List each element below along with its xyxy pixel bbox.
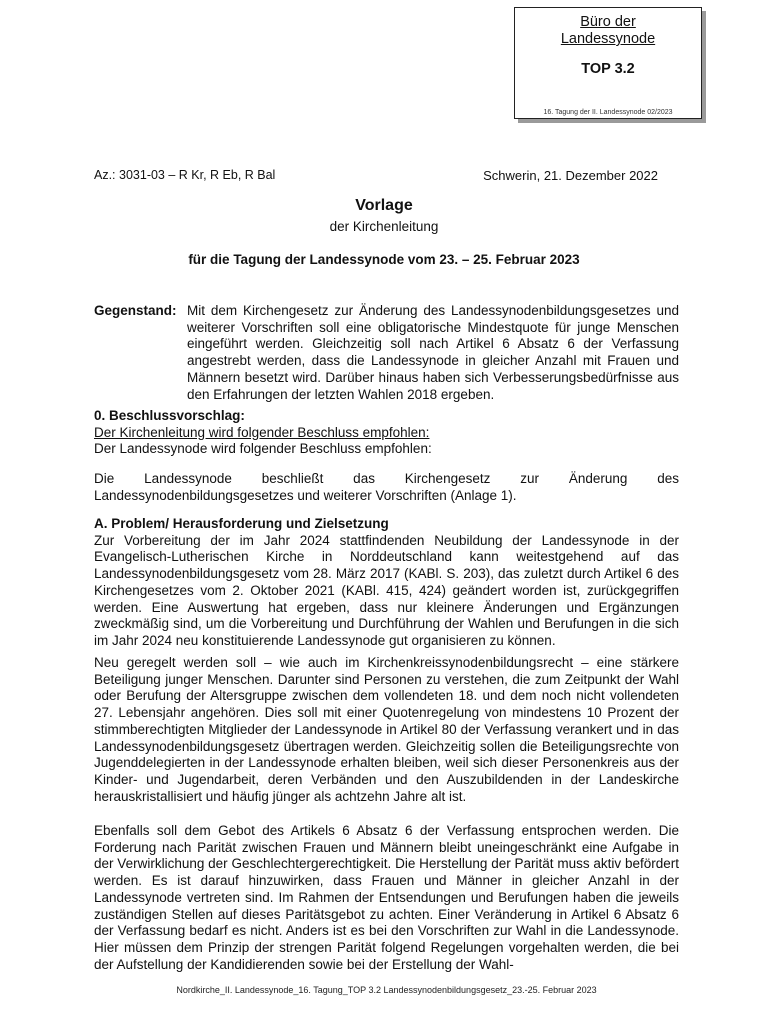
stamp-top-number: TOP 3.2 <box>581 61 635 77</box>
section-a-paragraph-3: Ebenfalls soll dem Gebot des Artikels 6 Absatz 6 der Verfassung entsprochen werden. Die Forderung nach Parität zwischen Frauen und Männern bleibt uneingeschränkt eine Aufgabe in der Verwirklichung der Geschlechtergerechtigkeit. Die Herstellung der Parität muss aktiv befördert werden. Es ist darauf hinzuwirken, dass Frauen und Männer in gleicher Anzahl in der Landessynode vertreten sind. Im Rahmen der Entsendungen und Berufungen haben die jeweils zuständigen Stellen auf dieses Paritätsgebot zu achten. Einer Veränderung in Artikel 6 Absatz 6 der Verfassung bedarf es nicht. Anders ist es bei den Vorschriften zur Wahl in die Landessynode. Hier müssen dem Prinzip der strengen Parität folgend Regelungen vorgehalten werden, die bei der Aufstellung der Kandidierenden sowie bei der Erstellung der Wahl- <box>94 823 679 972</box>
section-a-heading: A. Problem/ Herausforderung und Zielsetzung <box>94 516 389 531</box>
stamp-office-line2: Landessynode <box>560 31 656 47</box>
section-a-paragraph-1: Zur Vorbereitung der im Jahr 2024 stattfindenden Neubildung der Landessynode in der Evangelisch-Lutherischen Kirche in Norddeutschland kann weitestgehend auf das Landessynodenbildungsgesetz vom 28. März 2017 (KABl. S. 203), das zuletzt durch Artikel 6 des Kirchengesetzes vom 2. Oktober 2021 (KABl. 415, 424) geändert worden ist, zurückgegriffen werden. Eine Auswertung hat ergeben, dass nur kleinere Änderungen und Ergänzungen zweckmäßig sind, um die Vorbereitung und Durchführung der Wahlen und Berufungen in die sich im Jahr 2024 neu konstituierende Landessynode gut organisieren zu können. <box>94 532 679 648</box>
document-subtitle: der Kirchenleitung <box>329 219 439 234</box>
session-heading: für die Tagung der Landessynode vom 23. – 25. Februar 2023 <box>188 252 580 267</box>
office-stamp-box <box>514 7 702 119</box>
subject-label: Gegenstand: <box>94 303 177 318</box>
page-footer: Nordkirche_II. Landessynode_16. Tagung_TOP 3.2 Landessynodenbildungsgesetz_23.-25. Februar 2023 <box>176 985 597 995</box>
resolution-line: Der Landessynode wird folgender Beschluss empfohlen: <box>94 441 432 457</box>
resolution-text: Die Landessynode beschließt das Kirchengesetz zur Änderung des Landessynodenbildungsgesetzes und weiterer Vorschriften (Anlage 1). <box>94 471 679 503</box>
resolution-section <box>94 408 679 458</box>
document-date: Schwerin, 21. Dezember 2022 <box>483 168 658 183</box>
section-a <box>94 516 679 650</box>
document-title: Vorlage <box>355 197 413 214</box>
resolution-struck-line: Der Kirchenleitung wird folgender Beschluss empfohlen: <box>94 424 430 440</box>
resolution-heading: 0. Beschlussvorschlag: <box>94 408 245 423</box>
section-a-paragraph-2: Neu geregelt werden soll – wie auch im Kirchenkreissynodenbildungsrecht – eine stärkere Beteiligung junger Menschen. Darunter sind Personen zu verstehen, die zum Zeitpunkt der Wahl oder Berufung der Altersgruppe zwischen dem vollendeten 18. und dem noch nicht vollendeten 27. Lebensjahr angehören. Dies soll mit einer Quotenregelung von mindestens 10 Prozent der stimmberechtigten Mitglieder der Landessynode in Artikel 80 der Verfassung verankert und in das Landessynodenbildungsgesetz übertragen werden. Gleichzeitig sollen die Beteiligungsrechte von Jugenddelegierten in der Landessynode erhalten bleiben, weil sich dieser Personenkreis aus der Kinder- und Jugendarbeit, deren Verbänden und den Auszubildenden in der Landeskirche herauskristallisiert und häufig jünger als achtzehn Jahre alt ist. <box>94 655 679 804</box>
reference-number: Az.: 3031-03 – R Kr, R Eb, R Bal <box>94 168 276 182</box>
subject-block <box>94 303 679 403</box>
subject-text: Mit dem Kirchengesetz zur Änderung des Landessynodenbildungsgesetzes und weiterer Vorschriften soll eine obligatorische Mindestquote für junge Menschen eingeführt werden. Gleichzeitig soll nach Artikel 6 Absatz 6 der Verfassung angestrebt werden, dass die Landessynode in gleicher Anzahl mit Frauen und Männern besetzt wird. Darüber hinaus haben sich Verbesserungsbedürfnisse aus den Erfahrungen der letzten Wahlen 2018 ergeben. <box>187 303 679 402</box>
stamp-session-note: 16. Tagung der II. Landessynode 02/2023 <box>543 109 673 116</box>
stamp-office-line1: Büro der <box>580 14 636 30</box>
